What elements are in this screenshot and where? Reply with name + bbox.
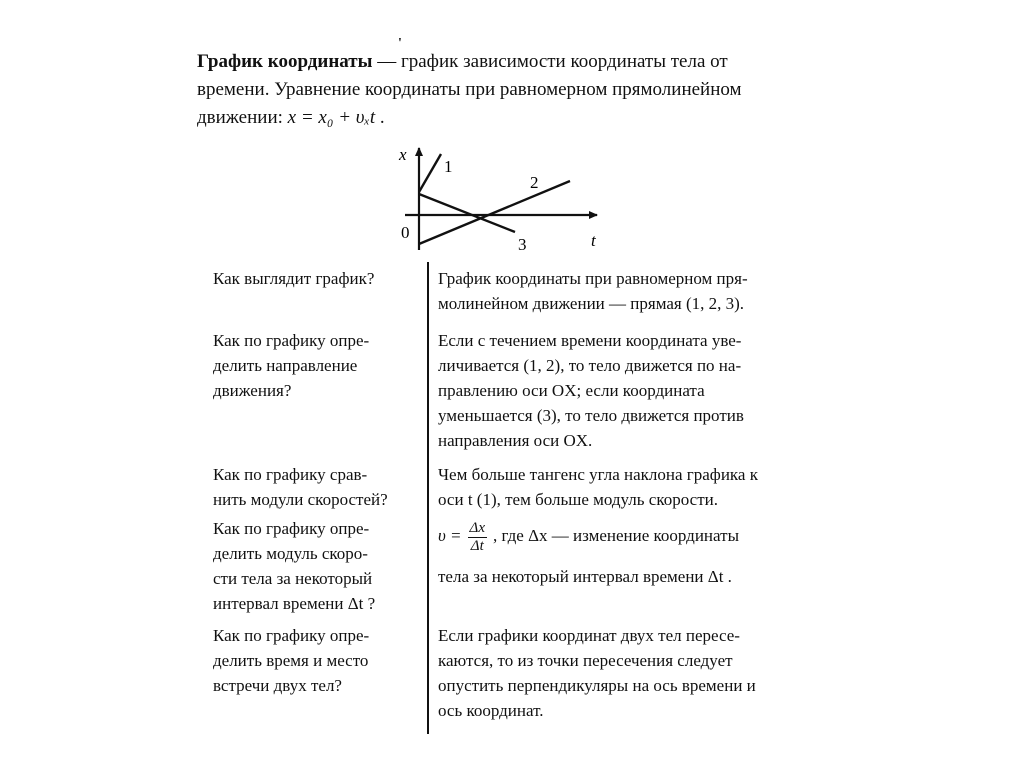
header-mark: ' (398, 36, 402, 51)
intro-line-2: времени. Уравнение координаты при равномерном прямолинейном (197, 79, 742, 100)
answer-1 (438, 266, 826, 316)
x-axis-label: x (399, 145, 407, 164)
question-5-line: Как по графику опре- (213, 626, 370, 645)
answer-1-line: молинейном движении — прямая (1, 2, 3). (438, 294, 745, 313)
question-3-line: Как по графику срав- (213, 465, 368, 484)
question-4-line: делить модуль скоро- (213, 544, 368, 563)
question-4-line: сти тела за некоторый (213, 569, 373, 588)
answer-2-line: правлению оси OX; если координата (438, 381, 705, 400)
coordinate-equation: x = x₀ + υₓt (287, 107, 376, 128)
line-1-label: 1 (444, 157, 453, 176)
intro-line-3 (197, 104, 827, 132)
answer-3-line: Чем больше тангенс угла наклона графика к (438, 465, 758, 484)
question-2 (213, 328, 418, 403)
graph-line-1 (419, 154, 441, 192)
intro-line-1 (197, 48, 827, 76)
question-1-line: Как выглядит график? (213, 269, 375, 288)
fraction-denominator: Δt (470, 537, 484, 554)
answer-2-line: направления оси OX. (438, 431, 593, 450)
answer-2-line: личивается (1, 2), то тело движется по на- (438, 356, 742, 375)
question-5-line: делить время и место (213, 651, 369, 670)
question-5-line: встречи двух тел? (213, 676, 342, 695)
question-2-line: Как по графику опре- (213, 331, 370, 350)
question-4-line: интервал времени Δt ? (213, 594, 376, 613)
velocity-fraction (468, 520, 487, 555)
answer-1-line: График координаты при равномерном пря- (438, 269, 748, 288)
graph-line-3 (419, 194, 515, 232)
intro-line-3-suffix: . (375, 107, 385, 128)
intro-paragraph (197, 48, 827, 132)
fraction-numerator: Δx (469, 519, 485, 536)
answer-5-line: каются, то из точки пересечения следует (438, 651, 733, 670)
answer-2-line: Если с течением времени координата уве- (438, 331, 742, 350)
question-3-line: нить модули скоростей? (213, 490, 388, 509)
question-4-line: Как по графику опре- (213, 519, 370, 538)
answer-4 (438, 516, 826, 589)
answer-4-line: тела за некоторый интервал времени Δt . (438, 567, 732, 586)
question-2-line: движения? (213, 381, 292, 400)
question-2-line: делить направление (213, 356, 358, 375)
intro-line-3-prefix: движении: (197, 107, 288, 128)
formula-lhs: υ = (438, 526, 462, 545)
question-4 (213, 516, 418, 616)
formula-rest: , где Δx — изменение координаты (493, 526, 739, 545)
answer-5-line: ось координат. (438, 701, 544, 720)
question-5 (213, 623, 418, 698)
answer-3-line: оси t (1), тем больше модуль скорости. (438, 490, 718, 509)
answer-2-line: уменьшается (3), то тело движется против (438, 406, 744, 425)
coordinate-graph (385, 142, 605, 258)
intro-line-1-rest: — график зависимости координаты тела от (372, 51, 728, 72)
line-2-label: 2 (530, 173, 539, 192)
question-1 (213, 266, 418, 291)
origin-label: 0 (401, 223, 410, 242)
answer-2 (438, 328, 826, 453)
line-3-label: 3 (518, 235, 527, 254)
table-divider (427, 262, 429, 734)
answer-3 (438, 462, 826, 512)
question-3 (213, 462, 418, 512)
answer-5 (438, 623, 826, 723)
answer-5-line: Если графики координат двух тел пересе- (438, 626, 740, 645)
graph-line-2 (419, 181, 570, 244)
answer-5-line: опустить перпендикуляры на ось времени и (438, 676, 756, 695)
intro-term: График координаты (197, 51, 373, 72)
velocity-formula-line (438, 516, 826, 556)
t-axis-label: t (591, 231, 596, 250)
